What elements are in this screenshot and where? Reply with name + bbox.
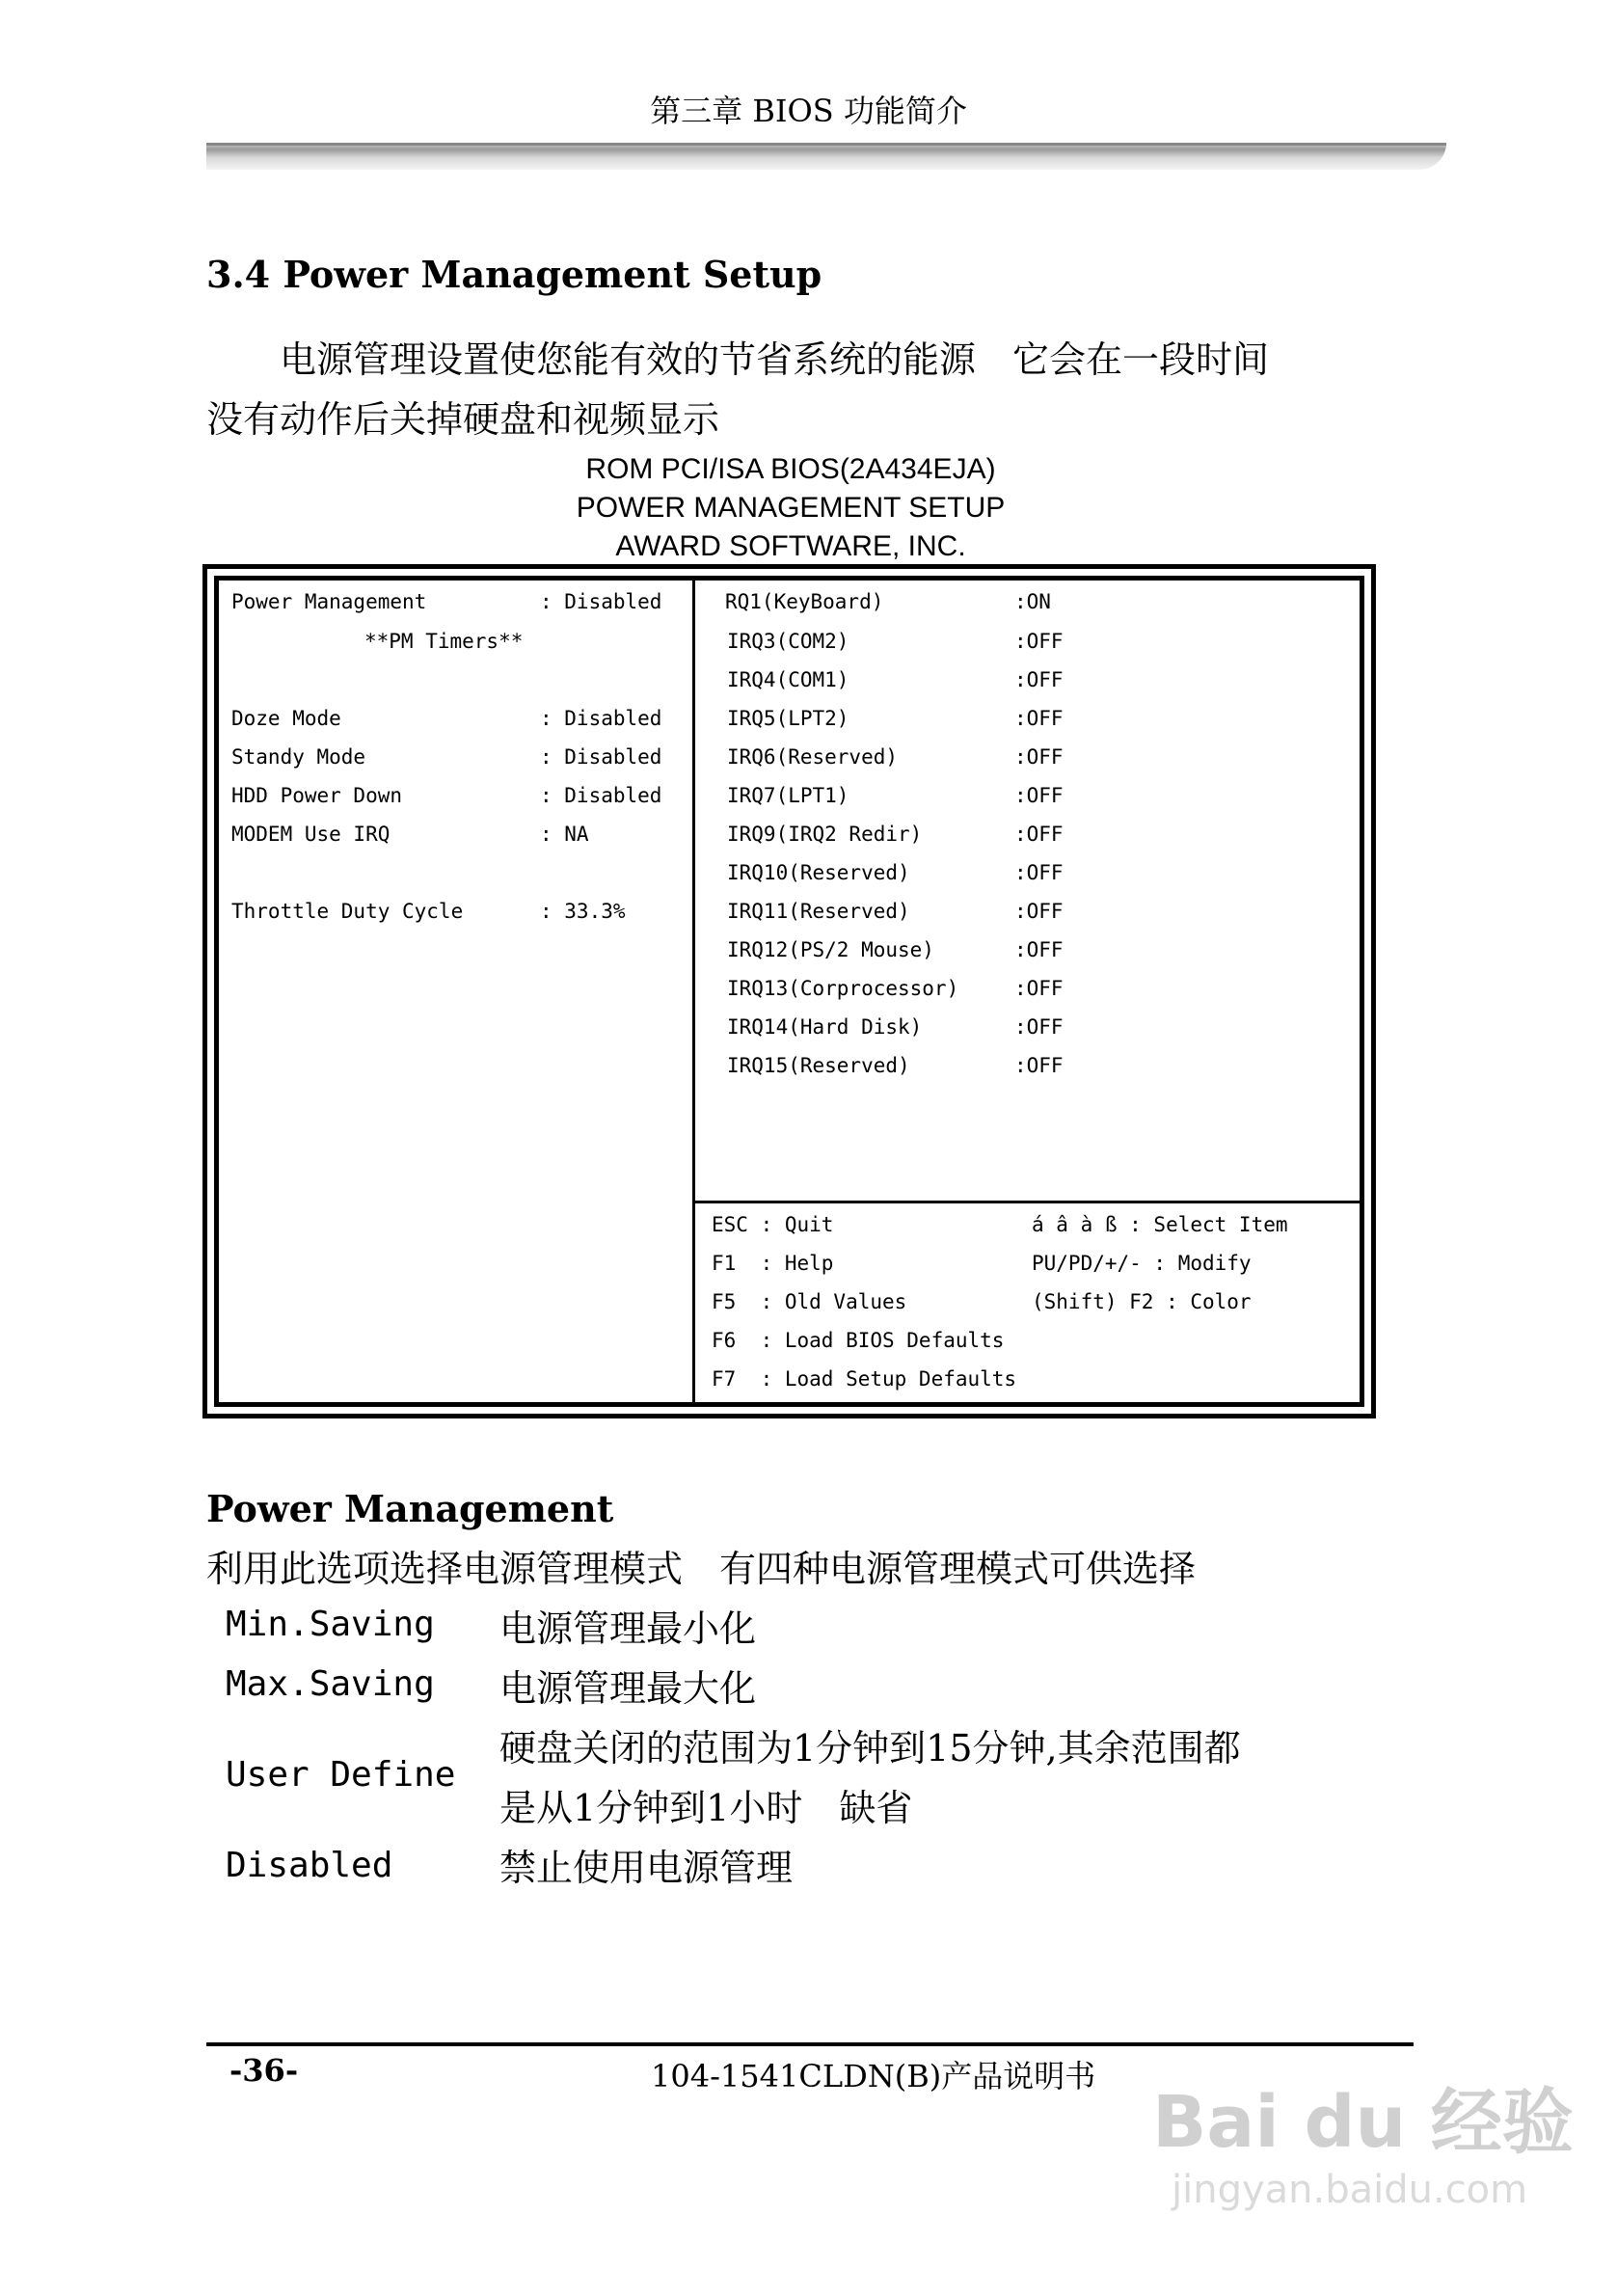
setting-value-power-management[interactable]: : Disabled: [540, 590, 662, 613]
manual-title: 104-1541CLDN(B)产品说明书: [651, 2058, 1096, 2094]
setting-label-power-management[interactable]: Power Management: [231, 590, 427, 613]
irq-label[interactable]: IRQ6(Reserved): [727, 745, 899, 769]
irq-label[interactable]: IRQ9(IRQ2 Redir): [727, 823, 923, 846]
key-help-esc: ESC : Quit: [712, 1213, 834, 1236]
irq-value[interactable]: :OFF: [1014, 668, 1064, 691]
irq-value[interactable]: :OFF: [1014, 707, 1064, 730]
irq-label[interactable]: IRQ5(LPT2): [727, 707, 849, 730]
section-title: 3.4 Power Management Setup: [206, 253, 822, 296]
bios-help-divider: [695, 1201, 1360, 1203]
setting-value-throttle-duty-cycle[interactable]: : 33.3%: [540, 900, 626, 923]
option-label-user-define: User Define: [226, 1755, 456, 1795]
bios-column-divider: [692, 581, 695, 1402]
power-management-desc: 利用此选项选择电源管理模式 有四种电源管理模式可供选择: [206, 1548, 1197, 1590]
irq-value[interactable]: :OFF: [1014, 1015, 1064, 1039]
irq-value[interactable]: :OFF: [1014, 784, 1064, 807]
key-help-select-item: á â à ß : Select Item: [1032, 1213, 1288, 1236]
setting-label-throttle-duty-cycle[interactable]: Throttle Duty Cycle: [231, 900, 464, 923]
key-help-f6: F6 : Load BIOS Defaults: [712, 1329, 1005, 1352]
key-help-f5: F5 : Old Values: [712, 1290, 907, 1313]
key-help-f1: F1 : Help: [712, 1252, 834, 1275]
key-help-f7: F7 : Load Setup Defaults: [712, 1367, 1017, 1391]
page-number: -36-: [229, 2052, 299, 2089]
setting-label-hdd-power-down[interactable]: HDD Power Down: [231, 784, 403, 807]
option-desc-min-saving: 电源管理最小化: [499, 1607, 757, 1650]
header-divider: [206, 143, 1446, 170]
irq-value[interactable]: :OFF: [1014, 861, 1064, 884]
chapter-header: 第三章 BIOS 功能简介: [650, 93, 967, 129]
setting-label-modem-use-irq[interactable]: MODEM Use IRQ: [231, 823, 391, 846]
irq-label[interactable]: IRQ10(Reserved): [727, 861, 910, 884]
key-help-modify: PU/PD/+/- : Modify: [1032, 1252, 1252, 1275]
irq-label[interactable]: IRQ7(LPT1): [727, 784, 849, 807]
bios-head-setup: POWER MANAGEMENT SETUP: [576, 492, 1006, 524]
option-label-min-saving: Min.Saving: [226, 1605, 435, 1644]
irq-label[interactable]: IRQ3(COM2): [727, 630, 849, 653]
option-label-disabled: Disabled: [226, 1846, 393, 1885]
footer-divider: [206, 2042, 1414, 2046]
irq-label[interactable]: IRQ12(PS/2 Mouse): [727, 938, 934, 961]
option-desc-disabled: 禁止使用电源管理: [499, 1847, 794, 1889]
irq-value[interactable]: :OFF: [1014, 977, 1064, 1000]
intro-line-2: 没有动作后关掉硬盘和视频显示: [206, 398, 720, 441]
setting-label-doze-mode[interactable]: Doze Mode: [231, 707, 341, 730]
power-management-title: Power Management: [206, 1487, 614, 1530]
irq-label[interactable]: IRQ4(COM1): [727, 668, 849, 691]
irq-value[interactable]: :OFF: [1014, 630, 1064, 653]
bios-head-rom: ROM PCI/ISA BIOS(2A434EJA): [585, 453, 996, 485]
irq-value[interactable]: :OFF: [1014, 823, 1064, 846]
setting-value-doze-mode[interactable]: : Disabled: [540, 707, 662, 730]
pm-timers-heading: **PM Timers**: [364, 630, 524, 653]
irq-value[interactable]: :OFF: [1014, 938, 1064, 961]
option-label-max-saving: Max.Saving: [226, 1664, 435, 1704]
key-help-color: (Shift) F2 : Color: [1032, 1290, 1252, 1313]
irq-value[interactable]: :OFF: [1014, 745, 1064, 769]
setting-value-modem-use-irq[interactable]: : NA: [540, 823, 589, 846]
option-desc-max-saving: 电源管理最大化: [499, 1667, 757, 1710]
option-desc-user-define-1: 硬盘关闭的范围为1分钟到15分钟,其余范围都: [499, 1727, 1241, 1769]
irq-label[interactable]: IRQ14(Hard Disk): [727, 1015, 923, 1039]
irq-value[interactable]: :OFF: [1014, 1054, 1064, 1077]
bios-head-vendor: AWARD SOFTWARE, INC.: [615, 530, 966, 562]
irq-label[interactable]: IRQ11(Reserved): [727, 900, 910, 923]
baidu-watermark-url: jingyan.baidu.com: [1172, 2168, 1528, 2212]
irq-value[interactable]: :OFF: [1014, 900, 1064, 923]
irq-label[interactable]: RQ1(KeyBoard): [725, 590, 884, 613]
setting-value-hdd-power-down[interactable]: : Disabled: [540, 784, 662, 807]
intro-line-1: 电源管理设置使您能有效的节省系统的能源 它会在一段时间: [280, 338, 1270, 381]
irq-label[interactable]: IRQ15(Reserved): [727, 1054, 910, 1077]
irq-label[interactable]: IRQ13(Corprocessor): [727, 977, 959, 1000]
option-desc-user-define-2: 是从1分钟到1小时 缺省: [499, 1787, 913, 1829]
setting-label-standy-mode[interactable]: Standy Mode: [231, 745, 366, 769]
irq-value[interactable]: :ON: [1014, 590, 1051, 613]
baidu-watermark-logo: Bai du 经验: [1152, 2081, 1574, 2164]
setting-value-standy-mode[interactable]: : Disabled: [540, 745, 662, 769]
